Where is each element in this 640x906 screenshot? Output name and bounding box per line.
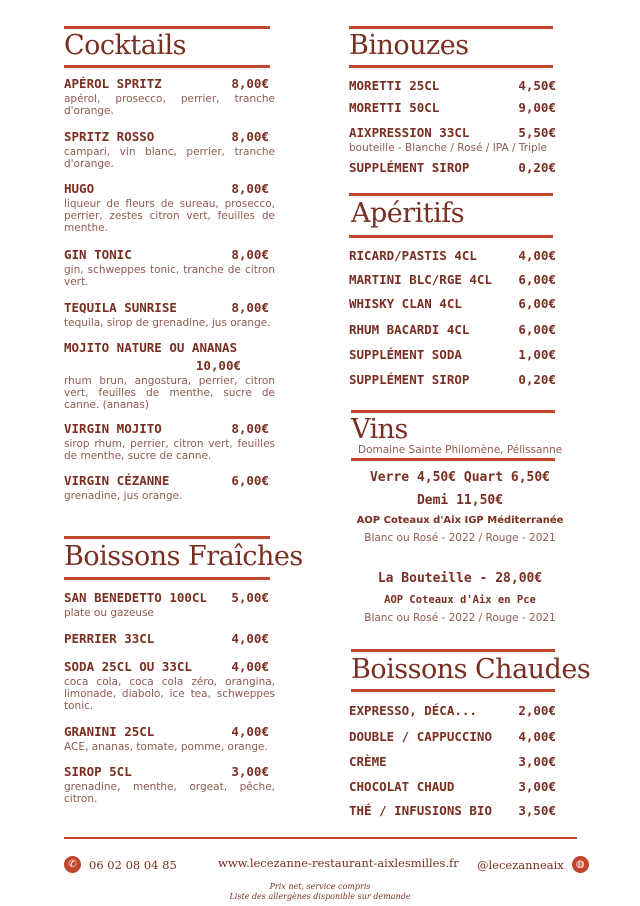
menu-item bbox=[349, 347, 556, 362]
menu-item bbox=[349, 779, 556, 794]
item-price: 8,00€ bbox=[231, 129, 269, 144]
item-name: MARTINI BLC/RGE 4CL bbox=[349, 272, 492, 287]
menu-item bbox=[64, 421, 275, 462]
item-name: RHUM BACARDI 4CL bbox=[349, 322, 470, 337]
section-title-binouzes: Binouzes bbox=[349, 30, 469, 61]
menu-item bbox=[64, 659, 275, 712]
item-description: gin, schweppes tonic, tranche de citron vert. bbox=[64, 264, 275, 288]
section-title-cocktails: Cocktails bbox=[64, 30, 186, 61]
item-price: 8,00€ bbox=[231, 76, 269, 91]
item-name: SUPPLÉMENT SIROP bbox=[349, 160, 470, 175]
vins-aop: AOP Coteaux d'Aix IGP Méditerranée bbox=[356, 515, 564, 526]
item-price: 4,00€ bbox=[231, 659, 269, 674]
divider bbox=[349, 235, 553, 238]
footer-note-allergens: Liste des allergènes disponible sur demande bbox=[229, 892, 411, 901]
footer-phone bbox=[64, 856, 177, 873]
menu-item bbox=[349, 248, 556, 263]
footer-divider bbox=[64, 837, 577, 839]
item-description: ACE, ananas, tomate, pomme, orange. bbox=[64, 741, 268, 753]
item-price: 10,00€ bbox=[195, 358, 241, 373]
globe-icon: ◍ bbox=[572, 856, 589, 873]
item-description: sirop rhum, perrier, citron vert, feuilles de menthe, sucre de canne. bbox=[64, 438, 275, 462]
menu-item bbox=[349, 100, 556, 115]
menu-item bbox=[349, 160, 556, 175]
divider bbox=[349, 65, 553, 68]
footer-website[interactable] bbox=[218, 856, 459, 870]
menu-item bbox=[64, 300, 275, 329]
item-name: THÉ / INFUSIONS BIO bbox=[349, 803, 492, 818]
item-name: APÉROL SPRITZ bbox=[64, 76, 162, 91]
item-description: rhum brun, angostura, perrier, citron vert, feuilles de menthe, sucre de canne. (ananas) bbox=[64, 375, 275, 411]
divider bbox=[351, 410, 555, 413]
footer-note-price: Prix net, service compris bbox=[269, 882, 371, 891]
menu-item bbox=[349, 703, 556, 718]
item-price: 3,50€ bbox=[518, 803, 556, 818]
website-link[interactable]: www.lecezanne-restaurant-aixlesmilles.fr bbox=[218, 856, 459, 870]
item-price: 8,00€ bbox=[231, 300, 269, 315]
item-price: 4,50€ bbox=[518, 78, 556, 93]
section-title-aperitifs: Apéritifs bbox=[351, 198, 465, 229]
menu-item bbox=[64, 181, 275, 234]
menu-item bbox=[349, 754, 556, 769]
item-description: liqueur de fleurs de sureau, prosecco, perrier, zestes citron vert, feuilles de menthe. bbox=[64, 198, 275, 234]
item-price: 4,00€ bbox=[518, 729, 556, 744]
item-price: 8,00€ bbox=[231, 421, 269, 436]
divider bbox=[64, 26, 270, 29]
item-description: coca cola, coca cola zéro, orangina, limonade, diabolo, ice tea, schweppes tonic. bbox=[64, 676, 275, 712]
menu-item bbox=[349, 78, 556, 93]
section-title-vins: Vins bbox=[351, 414, 408, 445]
item-name: GRANINI 25CL bbox=[64, 724, 155, 739]
item-name: MOJITO NATURE OU ANANAS bbox=[64, 340, 238, 355]
item-description: tequila, sirop de grenadine, jus orange. bbox=[64, 317, 271, 329]
item-name: PERRIER 33CL bbox=[64, 631, 155, 646]
item-price: 8,00€ bbox=[231, 181, 269, 196]
divider bbox=[351, 458, 555, 461]
divider bbox=[64, 65, 270, 68]
item-description: apérol, prosecco, perrier, tranche d'orange. bbox=[64, 93, 275, 117]
menu-item bbox=[349, 272, 556, 287]
phone-icon: ✆ bbox=[64, 856, 81, 873]
item-name: WHISKY CLAN 4CL bbox=[349, 296, 462, 311]
vins-bottle-years: Blanc ou Rosé - 2022 / Rouge - 2021 bbox=[364, 612, 556, 624]
item-name: EXPRESSO, DÉCA... bbox=[349, 703, 477, 718]
item-name: GIN TONIC bbox=[64, 247, 132, 262]
divider bbox=[64, 577, 270, 580]
divider bbox=[64, 536, 270, 539]
item-price: 0,20€ bbox=[518, 372, 556, 387]
item-name: SAN BENEDETTO 100CL bbox=[64, 590, 207, 605]
item-name: VIRGIN CÉZANNE bbox=[64, 473, 170, 488]
item-name: MORETTI 50CL bbox=[349, 100, 440, 115]
item-price: 3,00€ bbox=[518, 754, 556, 769]
menu-item bbox=[349, 372, 556, 387]
item-description: plate ou gazeuse bbox=[64, 607, 155, 619]
divider bbox=[349, 26, 553, 29]
menu-item bbox=[64, 129, 275, 170]
item-name: SUPPLÉMENT SIROP bbox=[349, 372, 470, 387]
phone-number: 06 02 08 04 85 bbox=[89, 857, 177, 872]
item-name: SUPPLÉMENT SODA bbox=[349, 347, 462, 362]
item-name: VIRGIN MOJITO bbox=[64, 421, 162, 436]
menu-item bbox=[349, 322, 556, 337]
item-price: 9,00€ bbox=[518, 100, 556, 115]
item-price: 2,00€ bbox=[518, 703, 556, 718]
footer-instagram bbox=[477, 856, 589, 873]
menu-item bbox=[349, 803, 556, 818]
menu-item bbox=[64, 76, 275, 117]
vins-glass-prices: Verre 4,50€ Quart 6,50€ bbox=[369, 470, 550, 485]
item-name: SIROP 5CL bbox=[64, 764, 132, 779]
item-price: 5,00€ bbox=[231, 590, 269, 605]
item-name: HUGO bbox=[64, 181, 95, 196]
divider bbox=[351, 649, 555, 652]
menu-item bbox=[64, 764, 275, 805]
item-name: SODA 25CL OU 33CL bbox=[64, 659, 192, 674]
item-name: RICARD/PASTIS 4CL bbox=[349, 248, 477, 263]
item-price: 3,00€ bbox=[518, 779, 556, 794]
item-name: CHOCOLAT CHAUD bbox=[349, 779, 455, 794]
divider bbox=[351, 689, 555, 692]
menu-item bbox=[349, 296, 556, 311]
item-price: 4,00€ bbox=[231, 724, 269, 739]
item-price: 3,00€ bbox=[231, 764, 269, 779]
item-name: CRÈME bbox=[349, 754, 387, 769]
item-price: 5,50€ bbox=[518, 125, 556, 140]
item-price: 0,20€ bbox=[518, 160, 556, 175]
item-price: 4,00€ bbox=[518, 248, 556, 263]
item-name: SPRITZ ROSSO bbox=[64, 129, 155, 144]
menu-item bbox=[349, 729, 556, 744]
item-description: grenadine, menthe, orgeat, pêche, citron. bbox=[64, 781, 275, 805]
item-name: AIXPRESSION 33CL bbox=[349, 125, 470, 140]
item-description: bouteille - Blanche / Rosé / IPA / Triple bbox=[349, 142, 547, 154]
menu-item bbox=[64, 247, 275, 288]
vins-bottle-aop: AOP Coteaux d'Aix en Pce bbox=[384, 594, 536, 606]
vins-bottle-price: La Bouteille - 28,00€ bbox=[377, 571, 543, 586]
item-name: DOUBLE / CAPPUCCINO bbox=[349, 729, 492, 744]
vins-years: Blanc ou Rosé - 2022 / Rouge - 2021 bbox=[364, 532, 556, 544]
item-price: 1,00€ bbox=[518, 347, 556, 362]
menu-item bbox=[64, 631, 275, 646]
item-name: TEQUILA SUNRISE bbox=[64, 300, 177, 315]
item-price: 6,00€ bbox=[518, 272, 556, 287]
section-title-chaudes: Boissons Chaudes bbox=[351, 654, 591, 685]
menu-item bbox=[64, 590, 275, 619]
menu-item bbox=[64, 473, 275, 502]
item-price: 6,00€ bbox=[231, 473, 269, 488]
item-price: 4,00€ bbox=[231, 631, 269, 646]
item-name: MORETTI 25CL bbox=[349, 78, 440, 93]
vins-demi-price: Demi 11,50€ bbox=[416, 493, 504, 508]
item-description: campari, vin blanc, perrier, tranche d'orange. bbox=[64, 146, 275, 170]
divider bbox=[349, 193, 553, 196]
menu-item bbox=[64, 724, 275, 753]
menu-item bbox=[64, 340, 275, 411]
item-description: grenadine, jus orange. bbox=[64, 490, 183, 502]
item-price: 6,00€ bbox=[518, 322, 556, 337]
section-title-fraiches: Boissons Fraîches bbox=[64, 541, 303, 572]
vins-subtitle: Domaine Sainte Philomène, Pélissanne bbox=[358, 444, 563, 456]
instagram-handle: @lecezanneaix bbox=[477, 857, 564, 872]
menu-item bbox=[349, 125, 556, 154]
item-price: 8,00€ bbox=[231, 247, 269, 262]
item-price: 6,00€ bbox=[518, 296, 556, 311]
